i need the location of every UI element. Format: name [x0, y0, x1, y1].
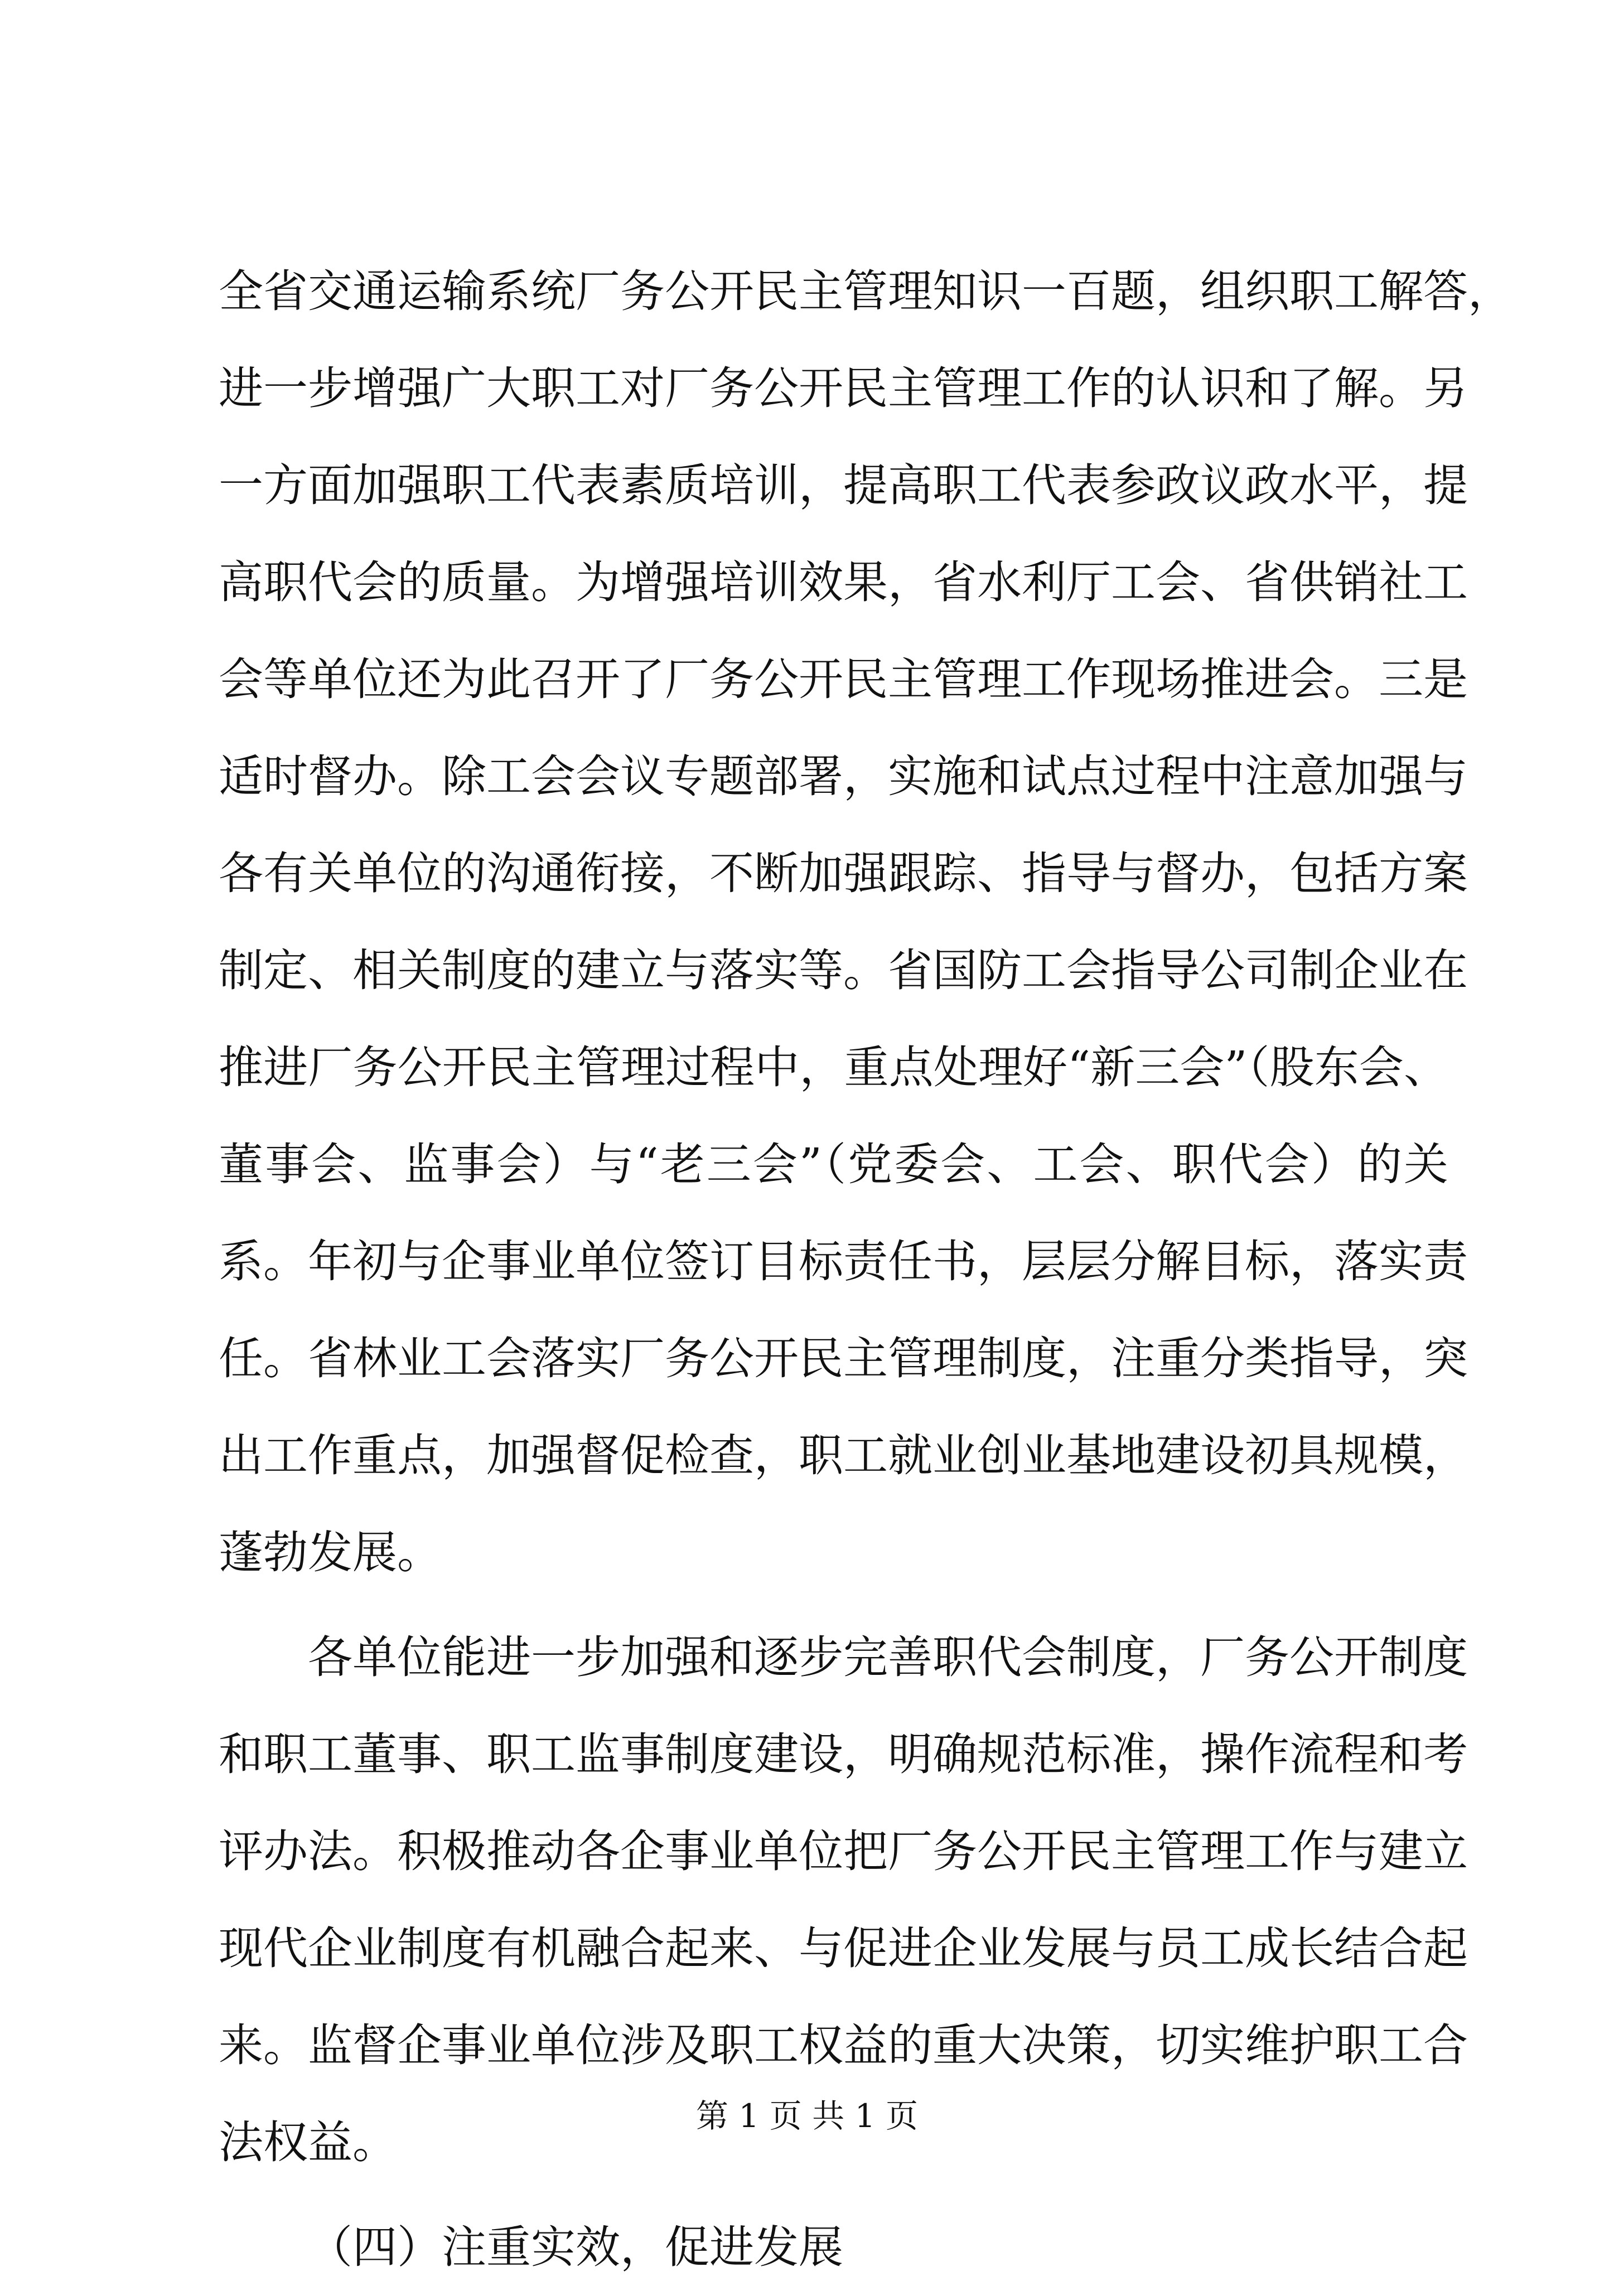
text-line: 法权益。 — [219, 2116, 397, 2168]
paragraph-gap — [219, 2191, 1448, 2199]
document-body — [219, 243, 1512, 2296]
text-line: 系。年初与企事业单位签订目标责任书，层层分解目标，落实责 — [219, 1236, 1468, 1287]
paragraph-gap — [219, 1601, 1448, 1609]
paragraph-1 — [219, 243, 1512, 1601]
text-line: 制定、相关制度的建立与落实等。省国防工会指导公司制企业在 — [219, 944, 1468, 996]
text-line: 各有关单位的沟通衔接，不断加强跟踪、指导与督办，包括方案 — [219, 847, 1468, 899]
text-line: 适时督办。除工会会议专题部署，实施和试点过程中注意加强与 — [219, 750, 1468, 802]
text-line: 任。省林业工会落实厂务公开民主管理制度，注重分类指导，突 — [219, 1333, 1468, 1384]
text-line: 高职代会的质量。为增强培训效果，省水利厅工会、省供销社工 — [219, 556, 1468, 608]
text-line: 推进厂务公开民主管理过程中，重点处理好“新三会”（股东会、 — [219, 1042, 1448, 1093]
text-line: 和职工董事、职工监事制度建设，明确规范标准，操作流程和考 — [219, 1728, 1468, 1780]
text-line: 出工作重点，加强督促检查，职工就业创业基地建设初具规模， — [219, 1430, 1468, 1481]
text-line: 各单位能进一步加强和逐步完善职代会制度，厂务公开制度 — [308, 1631, 1468, 1683]
text-line: 一方面加强职工代表素质培训，提高职工代表参政议政水平，提 — [219, 459, 1468, 511]
text-line: 评办法。积极推动各企事业单位把厂务公开民主管理工作与建立 — [219, 1825, 1468, 1877]
section-heading: （四）注重实效，促进发展 — [308, 2221, 843, 2273]
text-line: 全省交通运输系统厂务公开民主管理知识一百题，组织职工解答， — [219, 265, 1512, 317]
text-line: 蓬勃发展。 — [219, 1527, 442, 1578]
text-line: 现代企业制度有机融合起来、与促进企业发展与员工成长结合起 — [219, 1922, 1468, 1974]
text-line: 董事会、监事会）与“老三会”（党委会、工会、职代会）的关 — [219, 1139, 1448, 1190]
text-line: 会等单位还为此召开了厂务公开民主管理工作现场推进会。三是 — [219, 653, 1468, 705]
page-footer: 第 1 页 共 1 页 — [696, 2097, 918, 2135]
text-line: 进一步增强广大职工对厂务公开民主管理工作的认识和了解。另 — [219, 362, 1468, 414]
text-line: 来。监督企事业单位涉及职工权益的重大决策，切实维护职工合 — [219, 2019, 1468, 2071]
